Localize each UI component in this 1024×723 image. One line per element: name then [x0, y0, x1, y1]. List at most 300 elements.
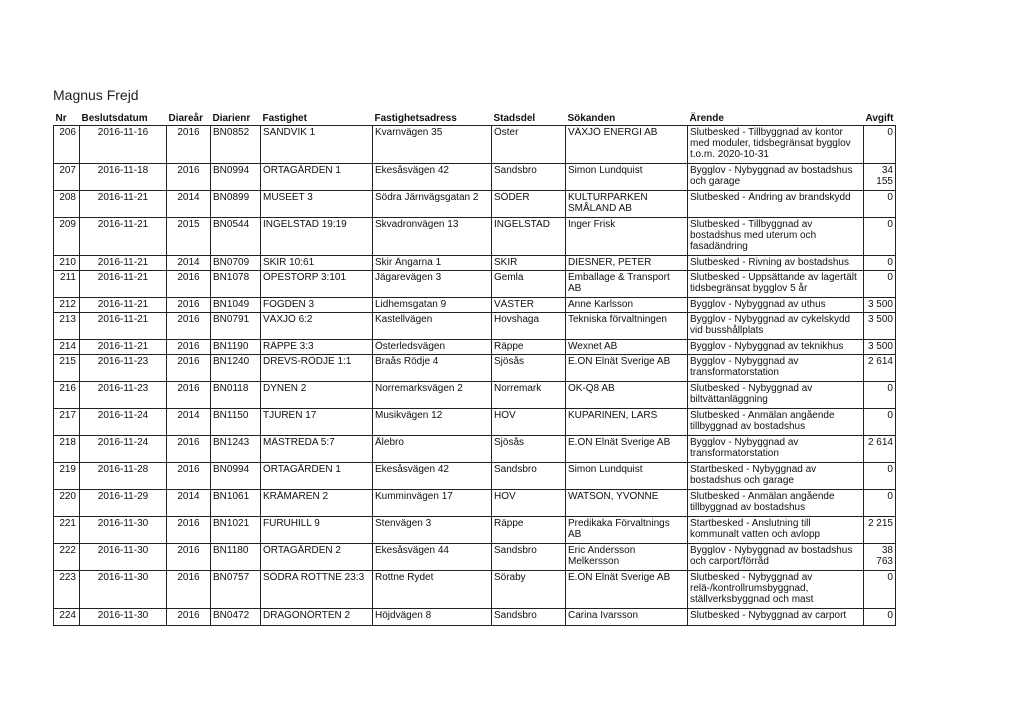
- row-stadsdel-cell: [492, 191, 566, 218]
- row-fastighet-cell-text: ÖPESTORP 3:101: [263, 272, 347, 283]
- row-fastighetsadress-cell-text: Braås Rödje 4: [375, 356, 439, 367]
- table-row: [54, 256, 896, 271]
- row-sokanden-cell-text: Inger Frisk: [568, 219, 616, 230]
- row-diarienr-cell: [211, 436, 261, 463]
- table-row: [54, 382, 896, 409]
- row-fastighet-cell: [261, 164, 373, 191]
- row-fastighetsadress-cell: [373, 382, 492, 409]
- row-fastighetsadress-cell-text: Rottne Rydet: [375, 572, 434, 583]
- row-fastighetsadress-cell-text: Kastellvägen: [375, 314, 433, 325]
- row-fastighetsadress-cell: [373, 544, 492, 571]
- row-fastighetsadress-cell-text: Ekesåsvägen 42: [375, 464, 449, 475]
- row-beslutsdatum-cell-text: 2016-11-30: [97, 572, 149, 583]
- col-header-beslutsdatum: Beslutsdatum: [81, 113, 148, 124]
- row-fastighet-cell-text: FOGDEN 3: [263, 299, 315, 310]
- row-arende-cell: [688, 490, 864, 517]
- row-stadsdel-cell: [492, 355, 566, 382]
- row-fastighetsadress-cell-text: Skvadronvägen 13: [375, 219, 459, 230]
- row-sokanden-cell: [566, 609, 688, 626]
- table-row: [54, 340, 896, 355]
- row-diarienr-cell: [211, 571, 261, 609]
- row-diarear-cell: [167, 355, 211, 382]
- row-arende-cell: [688, 218, 864, 256]
- table-row: [54, 271, 896, 298]
- row-diarienr-cell-text: BN0709: [213, 257, 250, 268]
- row-fastighet-cell-text: FURUHILL 9: [263, 518, 320, 529]
- row-sokanden-cell-text: KULTURPARKEN SMÅLAND AB: [568, 192, 648, 214]
- row-stadsdel-cell: [492, 436, 566, 463]
- row-avgift-cell-text: 0: [887, 219, 893, 230]
- row-diarear-cell: [167, 571, 211, 609]
- row-stadsdel-cell-text: Sandsbro: [494, 610, 537, 621]
- row-diarienr-cell: [211, 382, 261, 409]
- row-stadsdel-cell: [492, 490, 566, 517]
- row-sokanden-cell-text: E.ON Elnät Sverige AB: [568, 356, 671, 367]
- row-fastighetsadress-cell: [373, 191, 492, 218]
- row-fastighetsadress-cell: [373, 340, 492, 355]
- row-avgift-cell-text: 0: [887, 610, 893, 621]
- row-diarear-cell-text: 2014: [177, 192, 200, 203]
- row-arende-cell-text: Startbesked - Anslutning till kommunalt vatten och avlopp: [690, 518, 821, 540]
- row-fastighet-cell: [261, 313, 373, 340]
- row-avgift-cell-text: 3 500: [867, 341, 893, 352]
- row-nr-cell-text: 206: [59, 127, 76, 138]
- row-fastighetsadress-cell: [373, 571, 492, 609]
- row-fastighetsadress-cell-text: Ålebro: [375, 437, 404, 448]
- row-diarienr-cell-text: BN0544: [213, 219, 250, 230]
- row-diarear-cell: [167, 218, 211, 256]
- row-beslutsdatum-cell-text: 2016-11-21: [97, 314, 149, 325]
- row-arende-cell-text: Bygglov - Nybyggnad av cykelskydd vid busshållplats: [690, 314, 851, 336]
- row-arende-cell: [688, 191, 864, 218]
- table-header-row: [54, 113, 896, 126]
- row-arende-cell: [688, 544, 864, 571]
- row-diarear-cell-text: 2016: [177, 383, 200, 394]
- row-fastighetsadress-cell-text: Kumminvägen 17: [375, 491, 453, 502]
- row-beslutsdatum-cell: [80, 609, 167, 626]
- row-arende-cell: [688, 256, 864, 271]
- row-avgift-cell: [864, 436, 896, 463]
- row-stadsdel-cell-text: Gemla: [494, 272, 524, 283]
- row-diarienr-cell: [211, 298, 261, 313]
- row-diarear-cell-text: 2016: [177, 464, 200, 475]
- row-arende-cell-text: Startbesked - Nybyggnad av bostadshus och garage: [690, 464, 817, 486]
- row-diarienr-cell-text: BN1078: [213, 272, 250, 283]
- row-sokanden-cell-text: Eric Andersson Melkersson: [568, 545, 636, 567]
- row-nr-cell-text: 208: [59, 192, 76, 203]
- row-arende-cell: [688, 436, 864, 463]
- row-fastighet-cell: [261, 355, 373, 382]
- row-diarienr-cell: [211, 409, 261, 436]
- row-sokanden-cell-text: KUPARINEN, LARS: [568, 410, 658, 421]
- row-beslutsdatum-cell-text: 2016-11-23: [97, 383, 149, 394]
- row-arende-cell-text: Slutbesked - Nybyggnad av carport: [690, 610, 847, 621]
- row-arende-cell: [688, 609, 864, 626]
- row-nr-cell: [54, 355, 80, 382]
- row-avgift-cell-text: 0: [887, 383, 893, 394]
- row-diarear-cell: [167, 436, 211, 463]
- col-header-fastighet: Fastighet: [262, 113, 307, 124]
- table-row: [54, 164, 896, 191]
- row-beslutsdatum-cell-text: 2016-11-21: [97, 257, 149, 268]
- col-header-avgift: Avgift: [865, 113, 894, 124]
- row-fastighet-cell: [261, 490, 373, 517]
- row-beslutsdatum-cell-text: 2016-11-21: [97, 341, 149, 352]
- row-arende-cell-text: Bygglov - Nybyggnad av teknikhus: [690, 341, 844, 352]
- row-diarienr-cell-text: BN1049: [213, 299, 250, 310]
- row-avgift-cell-text: 38 763: [876, 545, 893, 567]
- row-stadsdel-cell-text: Söraby: [494, 572, 526, 583]
- table-row: [54, 517, 896, 544]
- row-fastighetsadress-cell-text: Kvarnvägen 35: [375, 127, 443, 138]
- row-diarear-cell-text: 2016: [177, 518, 200, 529]
- row-arende-cell: [688, 126, 864, 164]
- row-arende-cell-text: Slutbesked - Tillbyggnad av kontor med moduler, tidsbegränsat bygglov t.o.m. 2020-10-31: [690, 127, 851, 160]
- row-fastighet-cell-text: ÖRTAGÅRDEN 1: [263, 165, 341, 176]
- row-sokanden-cell: [566, 191, 688, 218]
- row-diarear-cell: [167, 256, 211, 271]
- row-nr-cell-text: 224: [59, 610, 76, 621]
- row-fastighetsadress-cell-text: Ekesåsvägen 42: [375, 165, 449, 176]
- table-row: [54, 436, 896, 463]
- row-diarienr-cell-text: BN1150: [213, 410, 249, 421]
- row-fastighet-cell-text: DREVS-RÖDJE 1:1: [263, 356, 352, 367]
- row-nr-cell: [54, 571, 80, 609]
- row-stadsdel-cell-text: VÄSTER: [494, 299, 535, 310]
- row-fastighetsadress-cell-text: Höjdvägen 8: [375, 610, 432, 621]
- row-diarienr-cell-text: BN0472: [213, 610, 250, 621]
- row-nr-cell: [54, 490, 80, 517]
- row-stadsdel-cell: [492, 382, 566, 409]
- row-arende-cell-text: Slutbesked - Nybyggnad av biltvättanläggning: [690, 383, 813, 405]
- row-diarienr-cell-text: BN1240: [213, 356, 250, 367]
- row-nr-cell: [54, 298, 80, 313]
- row-fastighet-cell-text: INGELSTAD 19:19: [263, 219, 347, 230]
- row-avgift-cell-text: 0: [887, 464, 893, 475]
- col-header-diarienr: Diarienr: [212, 113, 251, 124]
- row-fastighetsadress-cell: [373, 463, 492, 490]
- row-fastighetsadress-cell: [373, 609, 492, 626]
- row-sokanden-cell-text: DIESNER, PETER: [568, 257, 652, 268]
- row-nr-cell: [54, 256, 80, 271]
- row-stadsdel-cell-text: Sandsbro: [494, 545, 537, 556]
- row-nr-cell-text: 214: [59, 341, 76, 352]
- row-beslutsdatum-cell-text: 2016-11-21: [97, 272, 149, 283]
- row-nr-cell-text: 222: [59, 545, 76, 556]
- row-arende-cell-text: Bygglov - Nybyggnad av transformatorstation: [690, 356, 799, 378]
- row-fastighet-cell-text: RÄPPE 3:3: [263, 341, 314, 352]
- row-nr-cell: [54, 382, 80, 409]
- row-fastighetsadress-cell: [373, 126, 492, 164]
- row-nr-cell: [54, 409, 80, 436]
- row-avgift-cell: [864, 271, 896, 298]
- row-arende-cell: [688, 355, 864, 382]
- row-arende-cell: [688, 463, 864, 490]
- row-beslutsdatum-cell: [80, 271, 167, 298]
- row-beslutsdatum-cell: [80, 340, 167, 355]
- row-fastighet-cell: [261, 436, 373, 463]
- row-beslutsdatum-cell-text: 2016-11-21: [97, 192, 149, 203]
- row-sokanden-cell: [566, 463, 688, 490]
- row-arende-cell: [688, 517, 864, 544]
- row-diarear-cell: [167, 517, 211, 544]
- row-stadsdel-cell-text: Sandsbro: [494, 165, 537, 176]
- row-stadsdel-cell-text: SÖDER: [494, 192, 530, 203]
- row-nr-cell: [54, 517, 80, 544]
- row-beslutsdatum-cell-text: 2016-11-21: [97, 299, 149, 310]
- row-arende-cell-text: Slutbesked - Anmälan angående tillbyggnad av bostadshus: [690, 491, 835, 513]
- row-stadsdel-cell-text: Räppe: [494, 518, 524, 529]
- row-nr-cell-text: 216: [59, 383, 76, 394]
- row-fastighet-cell-text: MÄSTREDA 5:7: [263, 437, 335, 448]
- col-header-stadsdel: Stadsdel: [493, 113, 536, 124]
- row-avgift-cell: [864, 609, 896, 626]
- row-nr-cell: [54, 609, 80, 626]
- row-diarear-cell: [167, 126, 211, 164]
- table-row: [54, 463, 896, 490]
- row-diarienr-cell-text: BN0118: [213, 383, 249, 394]
- row-beslutsdatum-cell: [80, 409, 167, 436]
- row-stadsdel-cell: [492, 218, 566, 256]
- row-nr-cell: [54, 313, 80, 340]
- row-stadsdel-cell-text: Sandsbro: [494, 464, 537, 475]
- row-diarear-cell: [167, 409, 211, 436]
- row-beslutsdatum-cell: [80, 313, 167, 340]
- row-diarear-cell: [167, 340, 211, 355]
- row-arende-cell-text: Slutbesked - Ändring av brandskydd: [690, 192, 851, 203]
- row-diarear-cell: [167, 191, 211, 218]
- row-arende-cell-text: Slutbesked - Tillbyggnad av bostadshus med uterum och fasadändring: [690, 219, 817, 252]
- row-stadsdel-cell: [492, 298, 566, 313]
- row-sokanden-cell: [566, 517, 688, 544]
- row-sokanden-cell-text: Tekniska förvaltningen: [568, 314, 667, 325]
- row-avgift-cell: [864, 517, 896, 544]
- row-arende-cell: [688, 164, 864, 191]
- row-beslutsdatum-cell: [80, 191, 167, 218]
- row-stadsdel-cell-text: Sjösås: [494, 356, 525, 367]
- row-avgift-cell-text: 0: [887, 410, 893, 421]
- row-avgift-cell-text: 0: [887, 257, 893, 268]
- row-diarienr-cell-text: BN1190: [213, 341, 249, 352]
- table-row: [54, 544, 896, 571]
- row-fastighet-cell-text: SÖDRA ROTTNE 23:3: [263, 572, 365, 583]
- row-stadsdel-cell-text: Norremark: [494, 383, 542, 394]
- row-diarear-cell: [167, 271, 211, 298]
- row-beslutsdatum-cell: [80, 164, 167, 191]
- row-sokanden-cell: [566, 164, 688, 191]
- row-diarienr-cell: [211, 126, 261, 164]
- row-diarienr-cell-text: BN1180: [213, 545, 249, 556]
- row-sokanden-cell-text: WATSON, YVONNE: [568, 491, 659, 502]
- row-avgift-cell: [864, 355, 896, 382]
- row-sokanden-cell-text: Anne Karlsson: [568, 299, 634, 310]
- row-nr-cell-text: 212: [59, 299, 76, 310]
- row-stadsdel-cell-text: Öster: [494, 127, 519, 138]
- row-nr-cell-text: 219: [59, 464, 76, 475]
- row-fastighetsadress-cell-text: Österledsvägen: [375, 341, 446, 352]
- row-avgift-cell-text: 0: [887, 572, 893, 583]
- row-avgift-cell-text: 3 500: [867, 299, 893, 310]
- row-diarienr-cell-text: BN0994: [213, 464, 250, 475]
- row-beslutsdatum-cell-text: 2016-11-23: [97, 356, 149, 367]
- row-beslutsdatum-cell-text: 2016-11-28: [97, 464, 149, 475]
- row-sokanden-cell-text: Wexnet AB: [568, 341, 618, 352]
- row-fastighet-cell-text: KRÅMAREN 2: [263, 491, 329, 502]
- row-beslutsdatum-cell-text: 2016-11-30: [97, 545, 149, 556]
- row-beslutsdatum-cell: [80, 544, 167, 571]
- row-arende-cell-text: Slutbesked - Uppsättande av lagertält tidsbegränsat bygglov 5 år: [690, 272, 857, 294]
- row-beslutsdatum-cell: [80, 382, 167, 409]
- row-avgift-cell-text: 34 155: [876, 165, 893, 187]
- row-fastighetsadress-cell: [373, 298, 492, 313]
- row-diarear-cell: [167, 298, 211, 313]
- row-sokanden-cell-text: E.ON Elnät Sverige AB: [568, 437, 671, 448]
- row-arende-cell: [688, 382, 864, 409]
- row-fastighetsadress-cell: [373, 313, 492, 340]
- table-row: [54, 191, 896, 218]
- row-stadsdel-cell: [492, 409, 566, 436]
- row-diarear-cell: [167, 463, 211, 490]
- row-fastighet-cell: [261, 517, 373, 544]
- row-diarienr-cell-text: BN1243: [213, 437, 250, 448]
- row-nr-cell-text: 207: [59, 165, 76, 176]
- row-beslutsdatum-cell-text: 2016-11-24: [97, 410, 149, 421]
- row-diarienr-cell: [211, 355, 261, 382]
- col-header-diarear: Diareår: [168, 113, 203, 124]
- row-avgift-cell: [864, 490, 896, 517]
- row-arende-cell: [688, 409, 864, 436]
- row-stadsdel-cell: [492, 517, 566, 544]
- row-stadsdel-cell: [492, 571, 566, 609]
- row-beslutsdatum-cell-text: 2016-11-24: [97, 437, 149, 448]
- row-avgift-cell: [864, 164, 896, 191]
- row-diarienr-cell: [211, 340, 261, 355]
- row-nr-cell: [54, 218, 80, 256]
- row-beslutsdatum-cell: [80, 126, 167, 164]
- row-diarear-cell-text: 2014: [177, 491, 200, 502]
- row-diarear-cell-text: 2016: [177, 341, 200, 352]
- row-beslutsdatum-cell: [80, 298, 167, 313]
- row-stadsdel-cell-text: HOV: [494, 491, 516, 502]
- row-avgift-cell: [864, 571, 896, 609]
- row-fastighet-cell: [261, 571, 373, 609]
- row-arende-cell-text: Slutbesked - Nybyggnad av relä-/kontrollrumsbyggnad, ställverksbyggnad och mast: [690, 572, 814, 605]
- row-avgift-cell-text: 0: [887, 192, 893, 203]
- row-fastighet-cell-text: DRAGONÖRTEN 2: [263, 610, 351, 621]
- row-fastighet-cell: [261, 382, 373, 409]
- row-diarear-cell-text: 2014: [177, 410, 200, 421]
- row-nr-cell: [54, 340, 80, 355]
- row-fastighet-cell: [261, 409, 373, 436]
- row-fastighetsadress-cell: [373, 436, 492, 463]
- table-row: [54, 313, 896, 340]
- row-diarear-cell-text: 2014: [177, 257, 200, 268]
- row-fastighet-cell: [261, 271, 373, 298]
- row-fastighetsadress-cell: [373, 490, 492, 517]
- row-nr-cell: [54, 544, 80, 571]
- row-diarear-cell: [167, 490, 211, 517]
- row-nr-cell-text: 218: [59, 437, 76, 448]
- row-avgift-cell-text: 2 614: [867, 437, 893, 448]
- row-stadsdel-cell-text: Hovshaga: [494, 314, 540, 325]
- row-beslutsdatum-cell-text: 2016-11-30: [97, 610, 149, 621]
- row-diarienr-cell: [211, 490, 261, 517]
- row-arende-cell-text: Bygglov - Nybyggnad av transformatorstation: [690, 437, 799, 459]
- row-stadsdel-cell: [492, 340, 566, 355]
- row-fastighet-cell: [261, 609, 373, 626]
- row-avgift-cell-text: 2 215: [867, 518, 893, 529]
- row-beslutsdatum-cell-text: 2016-11-21: [97, 219, 149, 230]
- row-fastighet-cell-text: SANDVIK 1: [263, 127, 316, 138]
- row-avgift-cell: [864, 340, 896, 355]
- row-sokanden-cell: [566, 544, 688, 571]
- row-fastighet-cell-text: MUSEET 3: [263, 192, 313, 203]
- row-avgift-cell: [864, 313, 896, 340]
- row-stadsdel-cell-text: SKIR: [494, 257, 518, 268]
- row-beslutsdatum-cell: [80, 571, 167, 609]
- row-arende-cell: [688, 313, 864, 340]
- row-sokanden-cell: [566, 436, 688, 463]
- row-arende-cell-text: Bygglov - Nybyggnad av bostadshus och carport/förråd: [690, 545, 853, 567]
- row-diarienr-cell: [211, 544, 261, 571]
- row-nr-cell-text: 210: [59, 257, 76, 268]
- row-stadsdel-cell: [492, 271, 566, 298]
- row-fastighet-cell: [261, 463, 373, 490]
- row-fastighet-cell-text: VÄXJÖ 6:2: [263, 314, 313, 325]
- page-title: Magnus Frejd: [53, 87, 139, 103]
- row-fastighetsadress-cell-text: Norremarksvägen 2: [375, 383, 463, 394]
- row-arende-cell-text: Bygglov - Nybyggnad av uthus: [690, 299, 826, 310]
- row-diarear-cell-text: 2016: [177, 299, 200, 310]
- row-nr-cell: [54, 463, 80, 490]
- row-avgift-cell: [864, 382, 896, 409]
- row-sokanden-cell-text: E.ON Elnät Sverige AB: [568, 572, 671, 583]
- row-sokanden-cell: [566, 340, 688, 355]
- row-avgift-cell-text: 0: [887, 127, 893, 138]
- row-sokanden-cell-text: OK-Q8 AB: [568, 383, 615, 394]
- row-fastighetsadress-cell-text: Jägarevägen 3: [375, 272, 442, 283]
- row-avgift-cell-text: 0: [887, 491, 893, 502]
- row-diarienr-cell-text: BN0757: [213, 572, 250, 583]
- table-row: [54, 409, 896, 436]
- row-fastighetsadress-cell: [373, 218, 492, 256]
- row-diarienr-cell-text: BN0852: [213, 127, 250, 138]
- row-diarienr-cell-text: BN0994: [213, 165, 250, 176]
- row-stadsdel-cell: [492, 544, 566, 571]
- row-beslutsdatum-cell-text: 2016-11-30: [97, 518, 149, 529]
- row-arende-cell: [688, 340, 864, 355]
- row-fastighetsadress-cell: [373, 355, 492, 382]
- row-fastighet-cell: [261, 298, 373, 313]
- table-row: [54, 490, 896, 517]
- row-fastighetsadress-cell: [373, 409, 492, 436]
- row-fastighetsadress-cell-text: Musikvägen 12: [375, 410, 443, 421]
- row-fastighet-cell: [261, 126, 373, 164]
- row-diarear-cell: [167, 164, 211, 191]
- row-diarear-cell-text: 2016: [177, 610, 200, 621]
- row-fastighet-cell-text: DYNEN 2: [263, 383, 307, 394]
- row-nr-cell-text: 211: [60, 272, 76, 283]
- table-row: [54, 126, 896, 164]
- row-avgift-cell-text: 3 500: [867, 314, 893, 325]
- row-diarienr-cell: [211, 271, 261, 298]
- row-diarear-cell-text: 2016: [177, 572, 200, 583]
- row-nr-cell: [54, 126, 80, 164]
- row-sokanden-cell: [566, 571, 688, 609]
- row-nr-cell-text: 221: [59, 518, 76, 529]
- row-sokanden-cell-text: Carina Ivarsson: [568, 610, 639, 621]
- col-header-arende: Ärende: [689, 113, 724, 124]
